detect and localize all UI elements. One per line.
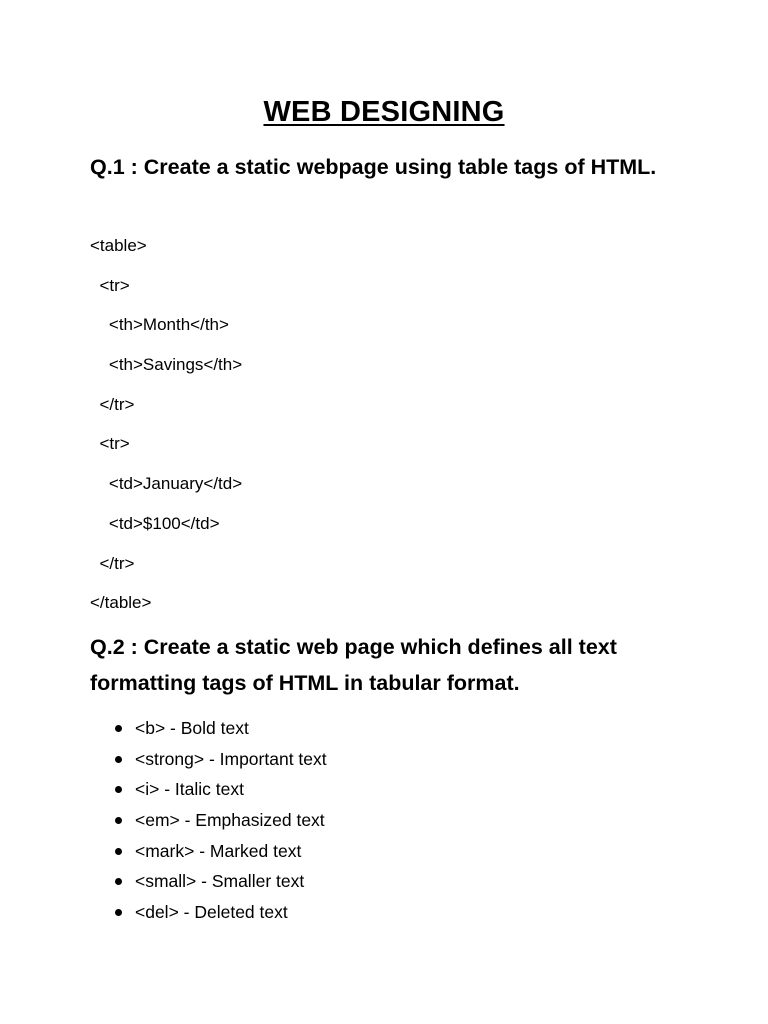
code-line: <tr> <box>90 275 130 295</box>
list-item-text: <mark> - Marked text <box>135 840 302 861</box>
document-page <box>90 0 690 1024</box>
bullet-icon <box>115 756 122 763</box>
list-item-text: <strong> - Important text <box>135 748 327 769</box>
code-line: </table> <box>90 593 152 613</box>
bullet-icon <box>115 909 122 916</box>
question-1-heading: Q.1 : Create a static webpage using table tags of HTML. <box>90 155 657 179</box>
code-line: <th>Savings</th> <box>90 355 243 375</box>
list-item-text: <small> - Smaller text <box>135 871 305 892</box>
bullet-icon <box>115 725 122 732</box>
bullet-icon <box>115 878 122 885</box>
code-line: <td>January</td> <box>90 474 243 494</box>
bullet-icon <box>115 848 122 855</box>
list-item <box>90 807 690 838</box>
list-item-text: <b> - Bold text <box>135 718 249 738</box>
list-item <box>90 868 690 899</box>
question-2-heading: Q.2 : Create a static web page which defines all text formatting tags of HTML in tabular format. <box>90 635 617 695</box>
list-item <box>90 776 690 807</box>
bullet-icon <box>115 786 122 793</box>
code-block <box>90 233 690 630</box>
list-item-text: <i> - Italic text <box>135 779 244 800</box>
formatting-tags-list <box>90 715 690 930</box>
list-item <box>90 838 690 869</box>
page-title: WEB DESIGNING <box>263 96 505 128</box>
code-line: <table> <box>90 236 147 255</box>
list-item <box>90 715 690 746</box>
code-line: <td>$100</td> <box>90 513 220 533</box>
code-line: <tr> <box>90 434 130 454</box>
bullet-icon <box>115 817 122 824</box>
list-item-text: <em> - Emphasized text <box>135 810 325 831</box>
code-line: <th>Month</th> <box>90 315 229 335</box>
list-item-text: <del> - Deleted text <box>135 902 288 923</box>
list-item <box>90 899 690 930</box>
code-line: </tr> <box>90 394 135 414</box>
list-item <box>90 746 690 777</box>
code-line: </tr> <box>90 553 135 573</box>
